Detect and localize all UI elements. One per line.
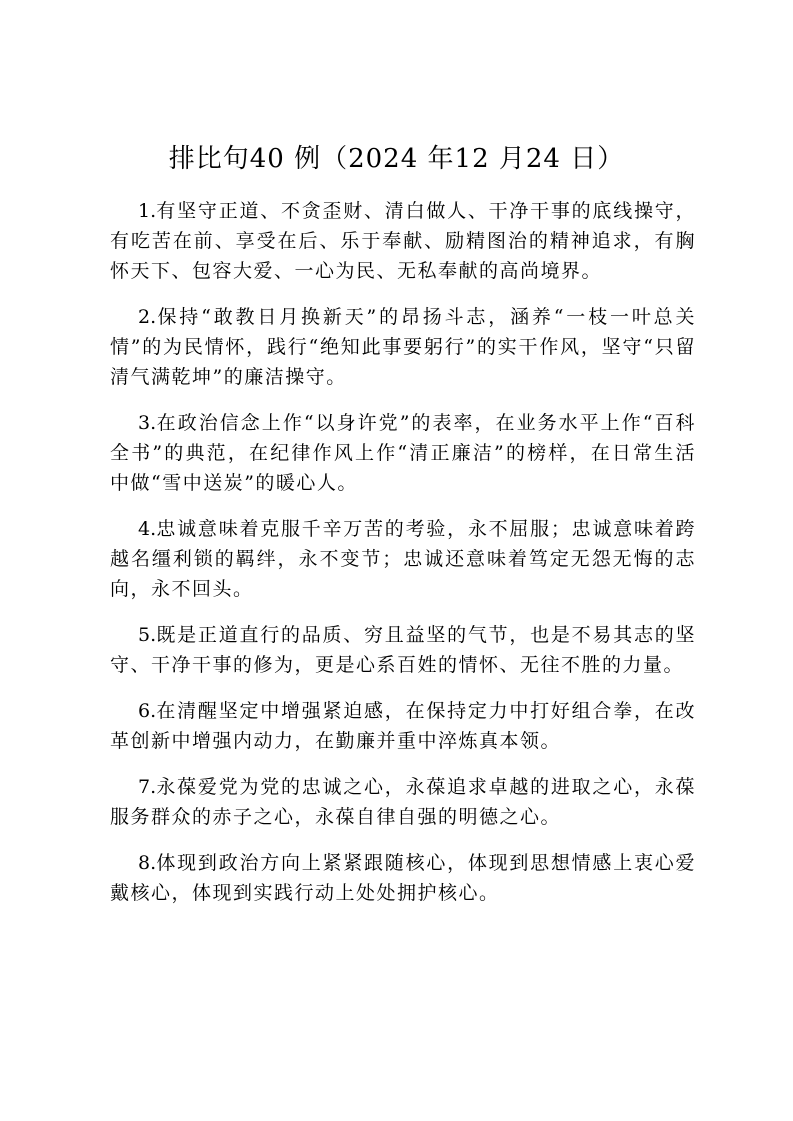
paragraph-5 [110, 620, 696, 680]
paragraph-text: 保持“敢教日月换新天”的昂扬斗志，涵养“一枝一叶总关情”的为民情怀，践行“绝知此事要躬行”的实干作风，坚守“只留清气满乾坤”的廉洁操守。 [110, 306, 696, 388]
paragraph-number: 1. [138, 200, 157, 222]
paragraph-7 [110, 772, 696, 832]
paragraph-2 [110, 302, 696, 392]
paragraph-text: 体现到政治方向上紧紧跟随核心，体现到思想情感上衷心爱戴核心，体现到实践行动上处处拥护核心。 [110, 852, 696, 904]
paragraph-text: 永葆爱党为党的忠诚之心，永葆追求卓越的进取之心，永葆服务群众的赤子之心，永葆自律自强的明德之心。 [110, 776, 696, 828]
paragraph-number: 7. [138, 776, 157, 798]
paragraph-text: 既是正道直行的品质、穷且益坚的气节，也是不易其志的坚守、干净干事的修为，更是心系百姓的情怀、无往不胜的力量。 [110, 624, 696, 676]
paragraph-number: 8. [138, 852, 157, 874]
paragraph-text: 在政治信念上作“以身许党”的表率，在业务水平上作“百科全书”的典范，在纪律作风上作“清正廉洁”的榜样，在日常生活中做“雪中送炭”的暖心人。 [110, 412, 696, 494]
paragraph-3 [110, 408, 696, 498]
paragraph-number: 3. [138, 412, 157, 434]
paragraph-text: 在清醒坚定中增强紧迫感，在保持定力中打好组合拳，在改革创新中增强内动力，在勤廉并重中淬炼真本领。 [110, 700, 696, 752]
paragraph-8 [110, 848, 696, 908]
document-title: 排比句40 例（2024 年12 月24 日） [168, 144, 625, 174]
paragraph-4 [110, 514, 696, 604]
paragraph-number: 5. [138, 624, 157, 646]
paragraph-number: 4. [138, 518, 157, 540]
paragraph-number: 6. [138, 700, 157, 722]
paragraph-text: 有坚守正道、不贪歪财、清白做人、干净干事的底线操守，有吃苦在前、享受在后、乐于奉献、励精图治的精神追求，有胸怀天下、包容大爱、一心为民、无私奉献的高尚境界。 [110, 200, 696, 282]
document-body [110, 196, 696, 924]
paragraph-6 [110, 696, 696, 756]
paragraph-text: 忠诚意味着克服千辛万苦的考验，永不屈服；忠诚意味着跨越名缰利锁的羁绊，永不变节；忠诚还意味着笃定无怨无悔的志向，永不回头。 [110, 518, 696, 600]
paragraph-number: 2. [138, 306, 157, 328]
paragraph-1 [110, 196, 696, 286]
